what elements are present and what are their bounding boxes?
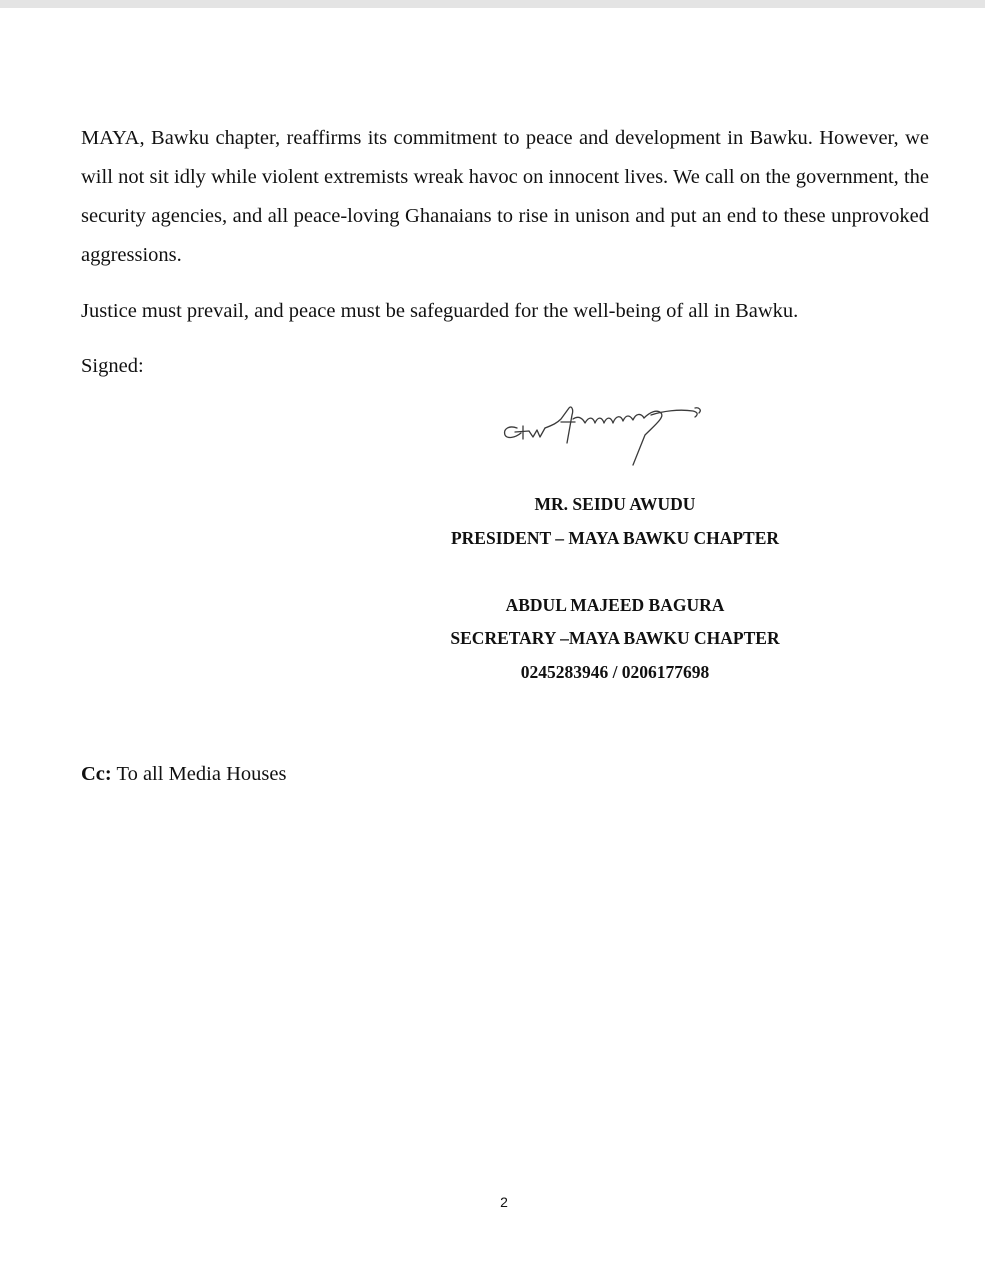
- president-title: PRESIDENT – MAYA BAWKU CHAPTER: [450, 528, 780, 548]
- signed-label: Signed:: [81, 355, 144, 377]
- cc-label: Cc:: [81, 763, 112, 785]
- body-paragraph: Justice must prevail, and peace must be safeguarded for the well-being of all in Bawku.: [81, 300, 799, 322]
- cc-text: To all Media Houses: [111, 763, 287, 785]
- secretary-name: ABDUL MAJEED BAGURA: [505, 595, 725, 615]
- secretary-phone: 0245283946 / 0206177698: [520, 662, 710, 682]
- cc-line: [81, 763, 286, 786]
- page-number: 2: [500, 1194, 508, 1210]
- body-paragraph: MAYA, Bawku chapter, reaffirms its commitment to peace and development in Bawku. However, we will not sit idly while violent extremists wreak havoc on innocent lives. We call on the government, the security agencies, and all peace-loving Ghanaians to rise in unison and put an end to these unprovoked aggressions.: [81, 127, 929, 266]
- handwritten-signature: [495, 395, 710, 480]
- secretary-title: SECRETARY –MAYA BAWKU CHAPTER: [450, 628, 780, 648]
- president-name: MR. SEIDU AWUDU: [534, 494, 696, 514]
- top-strip: [0, 0, 985, 8]
